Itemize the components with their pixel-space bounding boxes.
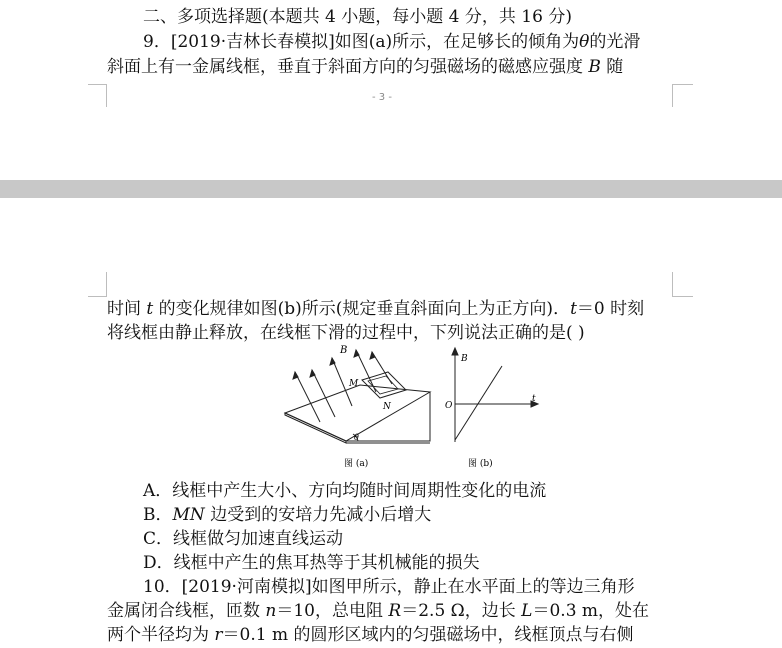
field-arrow-2 [312,370,335,417]
q10-source: [2019·河南模拟] [181,577,312,597]
q10-text-3a: 两个半径均为 [107,625,215,645]
field-arrow-4-head [354,350,359,357]
section-heading: 二、多项选择题(本题共 4 小题，每小题 4 分，共 16 分) [143,7,572,27]
q9-text-1a: 如图(a)所示，在足够长的倾角为 [334,32,580,52]
page-corner-bottom-right [672,84,693,107]
q9-theta: θ [579,32,590,52]
b-vs-t-line [455,366,502,440]
q9-text-3c: ＝0 时刻 [576,299,645,319]
q9-symbol-t1: t [146,299,154,319]
q9-text-1b: 的光滑 [589,32,641,52]
page-corner-top-right [672,272,693,297]
q10-text-3b: ＝0.1 m 的圆形区域内的匀强磁场中，线框顶点与右侧 [222,625,634,645]
q9-line-1 [143,31,640,53]
q10-symbol-r: R [388,601,402,621]
fig-b-label-o: O [445,401,453,411]
q9-line-4: 将线框由静止释放，在线框下滑的过程中，下列说法正确的是( ) [107,323,585,343]
fig-a-label-m: M [349,379,359,389]
q9-text-3a: 时间 [107,299,147,319]
option-b-text: 边受到的安培力先减小后增大 [204,505,432,525]
option-a: A．线框中产生大小、方向均随时间周期性变化的电流 [143,481,547,501]
fig-a-label-n: N [383,402,391,412]
q10-line-1 [143,576,635,598]
q10-symbol-n: n [265,601,277,621]
field-arrow-5-head [370,352,375,359]
q9-text-3b: 的变化规律如图(b)所示(规定垂直斜面向上为正方向)． [153,299,571,319]
page-corner-bottom-left [88,84,107,107]
q10-line-2 [107,600,649,622]
q10-text-2c: ＝2.5 Ω，边长 [401,601,522,621]
incline-front-face [285,413,346,443]
option-b [143,504,431,526]
fig-b-caption: 图 (b) [468,459,493,469]
option-b-mn: MN [172,505,205,525]
q10-number: 10． [143,577,182,597]
q10-line-3 [107,624,634,646]
q10-text-2b: ＝10，总电阻 [276,601,389,621]
q10-symbol-l: L [521,601,533,621]
q9-text-2b: 随 [600,57,624,77]
figure-b [440,342,550,470]
b-axis-arrow [452,348,458,355]
fig-a-label-b: B [340,345,348,356]
q9-number: 9． [143,32,171,52]
q9-line-2 [107,56,623,78]
q10-text-1: 如图甲所示，静止在水平面上的等边三角形 [311,577,635,597]
q9-text-2a: 斜面上有一金属线框，垂直于斜面方向的匀强磁场的磁感应强度 [107,57,589,77]
q9-symbol-b: B [588,57,601,77]
fig-b-label-t: t [532,394,536,404]
q9-symbol-t2: t [570,299,577,319]
field-arrow-1-head [293,372,298,379]
field-arrow-2-head [310,370,315,377]
q10-text-2d: ＝0.3 m，处在 [532,601,650,621]
page-corner-top-left [88,272,107,297]
fig-a-caption: 图 (a) [344,459,369,469]
q9-source: [2019·吉林长春模拟] [170,32,335,52]
figure-a [280,342,440,470]
page-number: - 3 - [372,92,392,103]
fig-a-label-theta: θ [354,433,359,442]
option-c: C．线框做匀加速直线运动 [143,529,344,549]
page-gap [0,180,782,198]
fig-b-label-b: B [461,354,468,364]
q10-text-2a: 金属闭合线框，匝数 [107,601,266,621]
option-b-letter: B． [143,505,173,525]
q10-symbol-radius: r [214,625,223,645]
q9-line-3 [107,298,644,320]
option-d: D．线框中产生的焦耳热等于其机械能的损失 [143,553,480,573]
